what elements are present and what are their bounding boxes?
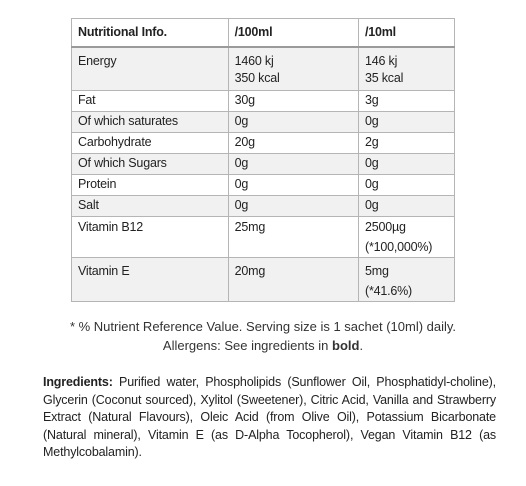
allergens-bold-word: bold xyxy=(332,338,360,353)
value-per-10ml: 0g xyxy=(358,154,454,175)
nutrient-name: Fat xyxy=(72,91,229,112)
nutrition-table xyxy=(71,18,455,302)
nutrient-name: Vitamin B12 xyxy=(72,217,229,258)
header-per-10ml: /10ml xyxy=(358,19,454,48)
value-per-100ml: 0g xyxy=(228,112,358,133)
table-row xyxy=(72,91,455,112)
value-line: 5mg xyxy=(364,264,389,278)
nutrient-name: Salt xyxy=(72,196,229,217)
header-per-100ml: /100ml xyxy=(228,19,358,48)
value-per-100ml: 25mg xyxy=(228,217,358,258)
value-per-10ml: 2g xyxy=(358,133,454,154)
table-row xyxy=(72,196,455,217)
value-per-100ml: 30g xyxy=(228,91,358,112)
table-row xyxy=(72,112,455,133)
ingredients-text: Purified water, Phospholipids (Sunflower Oil, Phosphatidyl-choline), Glycerin (Coconut sourced), Xylitol (Sweetener), Citric Acid, Vanilla and Strawberry Extract (Natural Flavours), Oleic Acid (from Olive Oil), Potassium Bicarbonate (Natural mineral), Vitamin E (as D-Alpha Tocopherol), Vegan Vitamin B12 (as Methylcobalamin). xyxy=(43,375,496,459)
value-per-10ml: 0g xyxy=(358,112,454,133)
header-nutritional-info: Nutritional Info. xyxy=(72,19,229,48)
nrv-percent: (*100,000%) xyxy=(364,240,433,254)
value-per-10ml xyxy=(358,47,454,91)
value-line: 2500µg xyxy=(364,220,406,234)
value-line: 35 kcal xyxy=(364,71,404,85)
allergens-period: . xyxy=(359,338,364,353)
nutrient-name: Of which Sugars xyxy=(72,154,229,175)
value-per-100ml xyxy=(228,47,358,91)
value-per-10ml xyxy=(358,258,454,302)
ingredients-paragraph xyxy=(43,374,496,462)
footnote-nrv: * % Nutrient Reference Value. Serving size is 1 sachet (10ml) daily. xyxy=(69,319,457,334)
value-per-100ml: 0g xyxy=(228,175,358,196)
ingredients-label: Ingredients: xyxy=(43,375,113,389)
nutrient-name: Energy xyxy=(72,47,229,91)
value-line: 350 kcal xyxy=(234,71,280,85)
table-row xyxy=(72,175,455,196)
value-per-10ml: 3g xyxy=(358,91,454,112)
value-per-10ml xyxy=(358,217,454,258)
footnote-allergens xyxy=(0,336,526,355)
value-per-10ml: 0g xyxy=(358,196,454,217)
table-row xyxy=(72,133,455,154)
allergens-text: Allergens: See ingredients in xyxy=(162,338,333,353)
nutrient-name: Of which saturates xyxy=(72,112,229,133)
value-line: 1460 kj xyxy=(234,54,274,68)
nutrient-name: Protein xyxy=(72,175,229,196)
value-per-100ml: 20g xyxy=(228,133,358,154)
value-per-10ml: 0g xyxy=(358,175,454,196)
value-line: 146 kj xyxy=(364,54,398,68)
table-row xyxy=(72,47,455,91)
nutrient-name: Carbohydrate xyxy=(72,133,229,154)
value-per-100ml: 0g xyxy=(228,196,358,217)
table-row xyxy=(72,217,455,258)
table-row xyxy=(72,258,455,302)
table-header-row xyxy=(72,19,455,48)
table-row xyxy=(72,154,455,175)
value-per-100ml: 20mg xyxy=(228,258,358,302)
footnote xyxy=(0,317,526,355)
nutrient-name: Vitamin E xyxy=(72,258,229,302)
value-per-100ml: 0g xyxy=(228,154,358,175)
nrv-percent: (*41.6%) xyxy=(364,284,413,298)
